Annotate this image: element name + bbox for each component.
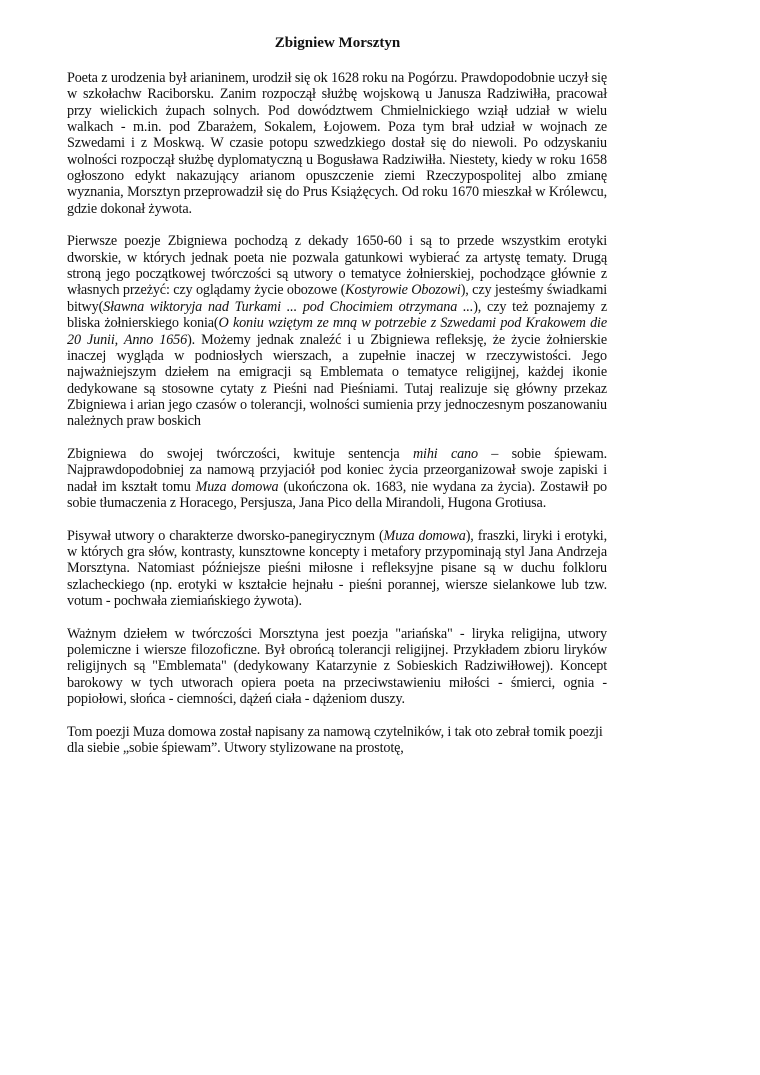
work-title: Kostyrowie Obozowi (345, 282, 461, 299)
paragraph-arian-poetry (67, 626, 607, 708)
paragraph-muza-domowa (67, 724, 607, 757)
paragraph-mihi-cano (67, 446, 607, 511)
paragraph-text: ), czy też poznajemy z bliska żołnierskiego konia( (67, 298, 607, 332)
paragraph-text: Zbigniewa do swojej twórczości, kwituje sentencja (67, 445, 413, 462)
paragraph-text: Ważnym dziełem w twórczości Morsztyna jest poezja "ariańska" - liryka religijna, utwory polemiczne i wiersze filozoficzne. Był obrońcą tolerancji religijnej. Przykładem zbioru liryków religijnych są "Emblemata" (dedykowany Katarzynie z Sobieskich Radziwiłłowej). Koncept barokowy w tych utworach opiera poeta na przeciwstawieniu miłości - śmierci, ognia - popiołowi, słońca - ciemności, dążeń ciała - dążeniom duszy. (67, 625, 607, 708)
paragraph-text: ), fraszki, liryki i erotyki, w których gra słów, kontrasty, kunsztowne koncepty i metafory przypominają styl Jana Andrzeja Morsztyna. Natomiast późniejsze pieśni miłosne i refleksyjne pisane są w duchu folkloru szlacheckiego (np. erotyki w kształcie hejnału - pieśni porannej, wiersze sielankowe lub tzw. votum - pochwała ziemiańskiego żywota). (67, 527, 607, 609)
paragraph-text: Poeta z urodzenia był arianinem, urodził się ok 1628 roku na Pogórzu. Prawdopodobnie uczył się w szkołachw Raciborsku. Zanim rozpoczął służbę wojskową u Janusza Radziwiłła, pracował przy wielickich żupach solnych. Pod dowództwem Chmielnickiego wziął udział w wielu walkach - m.in. pod Zbarażem, Sokalem, Łojowem. Poza tym brał udział w wojnach ze Szwedami i z Moskwą. W czasie potopu szwedzkiego dostał się do niewoli. Po odzyskaniu wolności rozpoczął służbę dyplomatyczną u Bogusława Radziwiłła. Niestety, kiedy w roku 1658 ogłoszono edykt nakazujący arianom opuszczenie ziemi Rzeczypospolitej albo zmianę wyznania, Morsztyn przeprowadził się do Prus Książęcych. Od roku 1670 mieszkał w Królewcu, gdzie dokonał żywota. (67, 70, 607, 217)
paragraph-text: (ukończona ok. 1683, nie wydana za życia). Zostawił po sobie tłumaczenia z Horacego, Persjusza, Jana Pico della Mirandoli, Hugona Grotiusa. (67, 478, 607, 511)
paragraph-text: ), czy jesteśmy świadkami bitwy( (67, 282, 607, 315)
work-title: Muza domowa (383, 527, 466, 544)
work-title: O koniu wziętym ze mną w potrzebie z Szwedami pod Krakowem die 20 Junii, Anno 1656 (67, 315, 607, 348)
paragraph-biography (67, 70, 607, 217)
paragraph-styles (67, 528, 607, 610)
paragraph-text: – sobie śpiewam. Najprawdopodobniej za namową przyjaciół pod koniec życia przeorganizował swoje zapiski i nadał im kształt tomu (67, 445, 607, 495)
latin-phrase: mihi cano (412, 445, 478, 462)
document-page (67, 32, 607, 773)
paragraph-early-poetry (67, 233, 607, 429)
work-title: Sławna wiktoryja nad Turkami ... pod Chocimiem otrzymana ... (103, 298, 474, 315)
work-title: Muza domowa (195, 478, 279, 495)
paragraph-text: Tom poezji Muza domowa został napisany za namową czytelników, i tak oto zebrał tomik poezji dla siebie „sobie śpiewam”. Utwory stylizowane na prostotę, (67, 723, 603, 757)
paragraph-text: Pisywał utwory o charakterze dworsko-panegirycznym ( (67, 527, 384, 544)
paragraph-text: Pierwsze poezje Zbigniewa pochodzą z dekady 1650-60 i są to przede wszystkim erotyki dworskie, w których jednak poeta nie pozwala gatunkowi wybierać za artystę tematy. Drugą stroną jego początkowej twórczości są utwory o tematyce żołnierskiej, pochodzące głównie z własnych przeżyć: czy oglądamy życie obozowe ( (67, 233, 607, 299)
document-title: Zbigniew Morsztyn (274, 35, 401, 51)
paragraph-text: ). Możemy jednak znaleźć i u Zbigniewa refleksję, że życie żołnierskie inaczej wygląda w podniosłych wierszach, a zupełnie inaczej w rzeczywistości. Jego najważniejszym dziełem na emigracji są Emblemata o tematyce religijnej, każdej ikonie dedykowane są stosowne cytaty z Pieśni nad Pieśniami. Tutaj realizuje się główny przekaz Zbigniewa i arian jego czasów o tolerancji, wolności sumienia przy jednoczesnym poszanowaniu należnych praw boskich (67, 331, 607, 430)
